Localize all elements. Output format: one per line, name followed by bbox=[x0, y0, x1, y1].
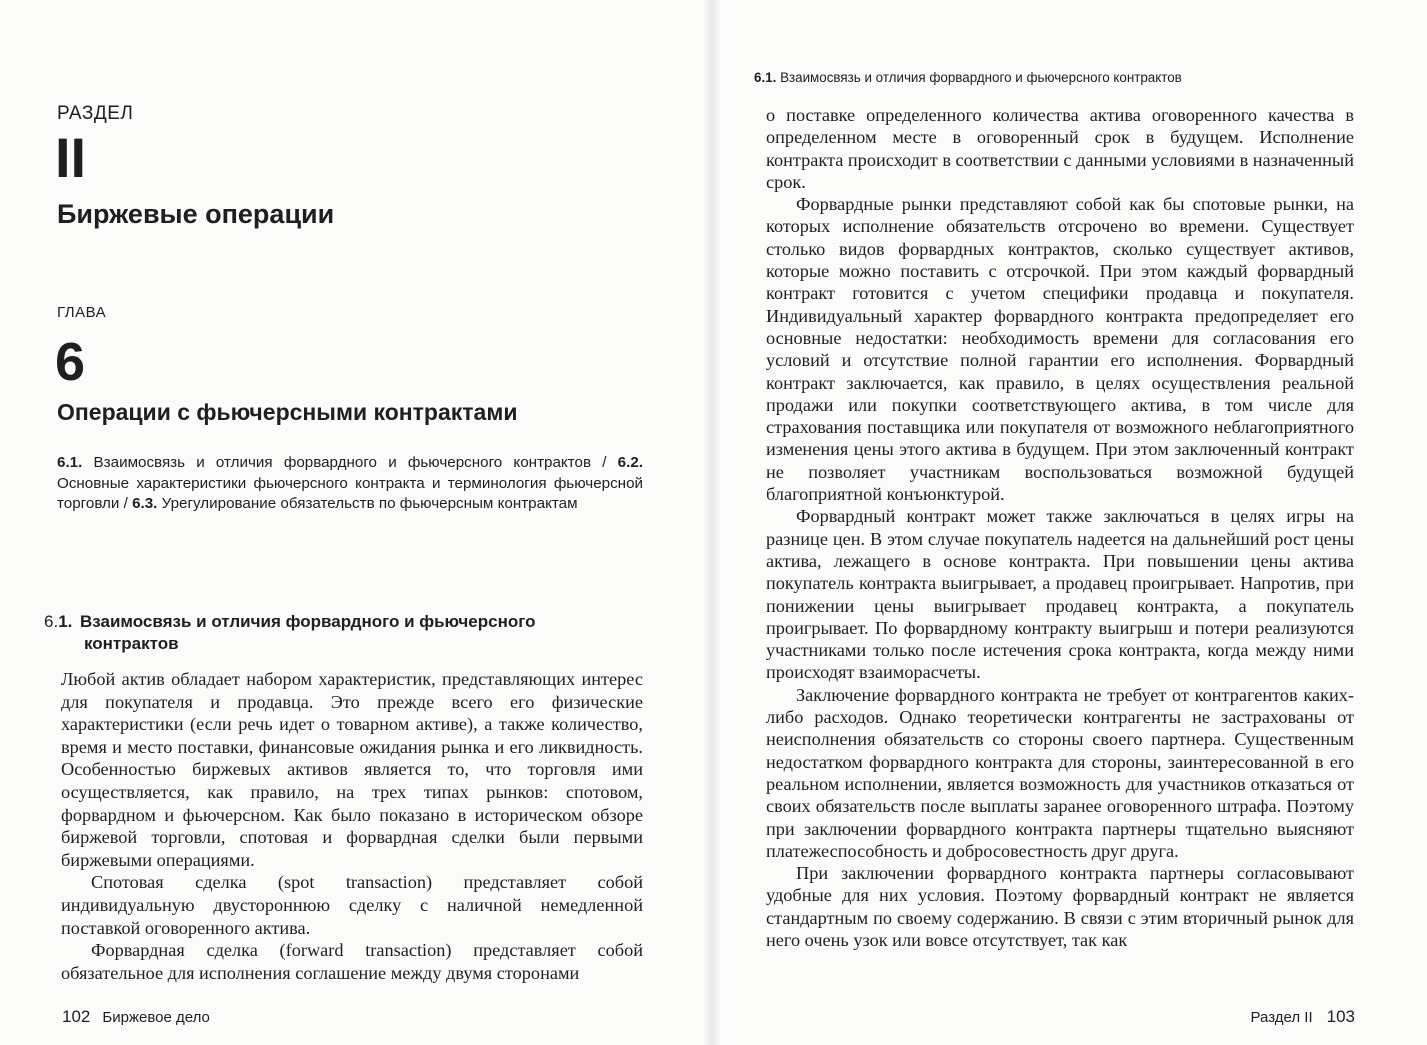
section-title: Биржевые операции bbox=[57, 199, 335, 229]
section-heading bbox=[44, 611, 644, 655]
running-head-number: 6.1. bbox=[754, 70, 777, 85]
section-heading-number bbox=[44, 611, 80, 633]
toc-num: 6.3. bbox=[132, 495, 158, 512]
left-footer bbox=[62, 1007, 210, 1027]
section-number: II bbox=[55, 126, 87, 189]
chapter-title: Операции с фьючерсными контрактами bbox=[57, 399, 518, 425]
page-number: 102 bbox=[62, 1007, 91, 1026]
paragraph: Спотовая сделка (spot transaction) представляет собой индивидуальную двустороннюю сделку с наличной немедленной поставкой оговоренного актива. bbox=[61, 872, 643, 938]
running-head bbox=[754, 70, 1182, 85]
left-body-text bbox=[61, 668, 643, 984]
paragraph: Форвардный контракт может также заключаться в целях игры на разнице цен. В этом случае покупатель надеется на дальнейший рост цены актива, лежащего в основе контракта. При повышении цены актива покупатель контракта выигрывает, а продавец проигрывает. Напротив, при понижении цены выигрывает продавец контракта, а покупатель проигрывает. По форвардному контракту выигрыш и потери реализуются участниками только после истечения срока контракта, когда между ними происходят взаиморасчеты. bbox=[766, 506, 1354, 683]
paragraph: о поставке определенного количества актива оговоренного качества в определенном месте в оговоренный срок в будущем. Исполнение контракта происходит в соответствии с данными условиями в назначенный срок. bbox=[766, 105, 1354, 192]
toc-num: 6.1. bbox=[57, 454, 83, 471]
right-footer bbox=[1251, 1007, 1355, 1027]
page-number: 103 bbox=[1326, 1007, 1355, 1026]
section-heading-line1: Взаимосвязь и отличия форвардного и фьючерсного bbox=[80, 612, 536, 631]
left-page bbox=[0, 0, 712, 1045]
heading-num-prefix: 6. bbox=[44, 612, 59, 631]
right-page bbox=[712, 0, 1427, 1045]
paragraph: При заключении форвардного контракта партнеры согласовывают удобные для них условия. Поэтому форвардный контракт не является стандартным по своему содержанию. В связи с этим вторичный рынок для него очень узок или вовсе отсутствует, так как bbox=[766, 863, 1354, 950]
toc-item: Основные характеристики фьючерсного контракта и терминология фьючерсной торговли / bbox=[57, 474, 643, 512]
toc-num: 6.2. bbox=[617, 454, 643, 471]
footer-section: Раздел II bbox=[1250, 1009, 1313, 1026]
paragraph: Заключение форвардного контракта не требует от контрагентов каких-либо расходов. Однако теоретически контрагенты не застрахованы от неисполнения обязательств со стороны своего партнера. Существенным недостатком форвардного контракта для стороны, заинтересованной в его реальном исполнении, является возможность для участников отказаться от своих обязательств после выплаты заранее оговоренного штрафа. Поэтому при заключении форвардного контракта партнеры тщательно выясняют платежеспособность и добросовестность друг друга. bbox=[766, 684, 1354, 861]
section-heading-line2: контрактов bbox=[84, 634, 179, 653]
book-title: Биржевое дело bbox=[102, 1009, 210, 1026]
toc-item: Взаимосвязь и отличия форвардного и фьючерсного контрактов / bbox=[82, 454, 618, 471]
right-body-text bbox=[766, 104, 1354, 951]
paragraph: Форвардные рынки представляют собой как бы спотовые рынки, на которых исполнение обязательств отсрочено во времени. Существует столько видов форвардных контрактов, сколько существует активов, которые можно поставить с отсрочкой. При этом каждый форвардный контракт готовится с учетом специфики продавца и покупателя. Индивидуальный характер форвардного контракта предопределяет его основные недостатки: необходимость времени для согласования его условий и отсутствие полной гарантии его исполнения. Форвардный контракт заключается, как правило, в целях осуществления реальной продажи или покупки соответствующего актива, в том числе для страхования поставщика или покупателя от возможного неблагоприятного изменения цены этого актива в будущем. При этом заключенный контракт не позволяет участникам воспользоваться возможной будущей благоприятной конъюнктурой. bbox=[766, 194, 1354, 505]
paragraph: Любой актив обладает набором характеристик, представляющих интерес для покупателя и продавца. Это прежде всего его физические характеристики (если речь идет о товарном активе), а также количество, время и место поставки, финансовые ожидания рынка и его ликвидность. Особенностью биржевых активов является то, что торговля ими осуществляется, как правило, на трех типах рынков: спотовом, форвардном и фьючерсном. Как было показано в историческом обзоре биржевой торговли, спотовая и форвардная сделки были первыми биржевыми операциями. bbox=[61, 669, 643, 870]
running-head-text: Взаимосвязь и отличия форвардного и фьючерсного контрактов bbox=[776, 70, 1182, 85]
section-label: РАЗДЕЛ bbox=[57, 103, 134, 124]
heading-num-bold: 1. bbox=[58, 612, 73, 631]
chapter-label: ГЛАВА bbox=[57, 304, 107, 321]
chapter-contents bbox=[57, 453, 643, 515]
chapter-number: 6 bbox=[55, 332, 86, 392]
paragraph: Форвардная сделка (forward transaction) представляет собой обязательное для исполнения соглашение между двумя сторонами bbox=[61, 940, 643, 983]
toc-item: Урегулирование обязательств по фьючерсным контрактам bbox=[157, 495, 578, 512]
